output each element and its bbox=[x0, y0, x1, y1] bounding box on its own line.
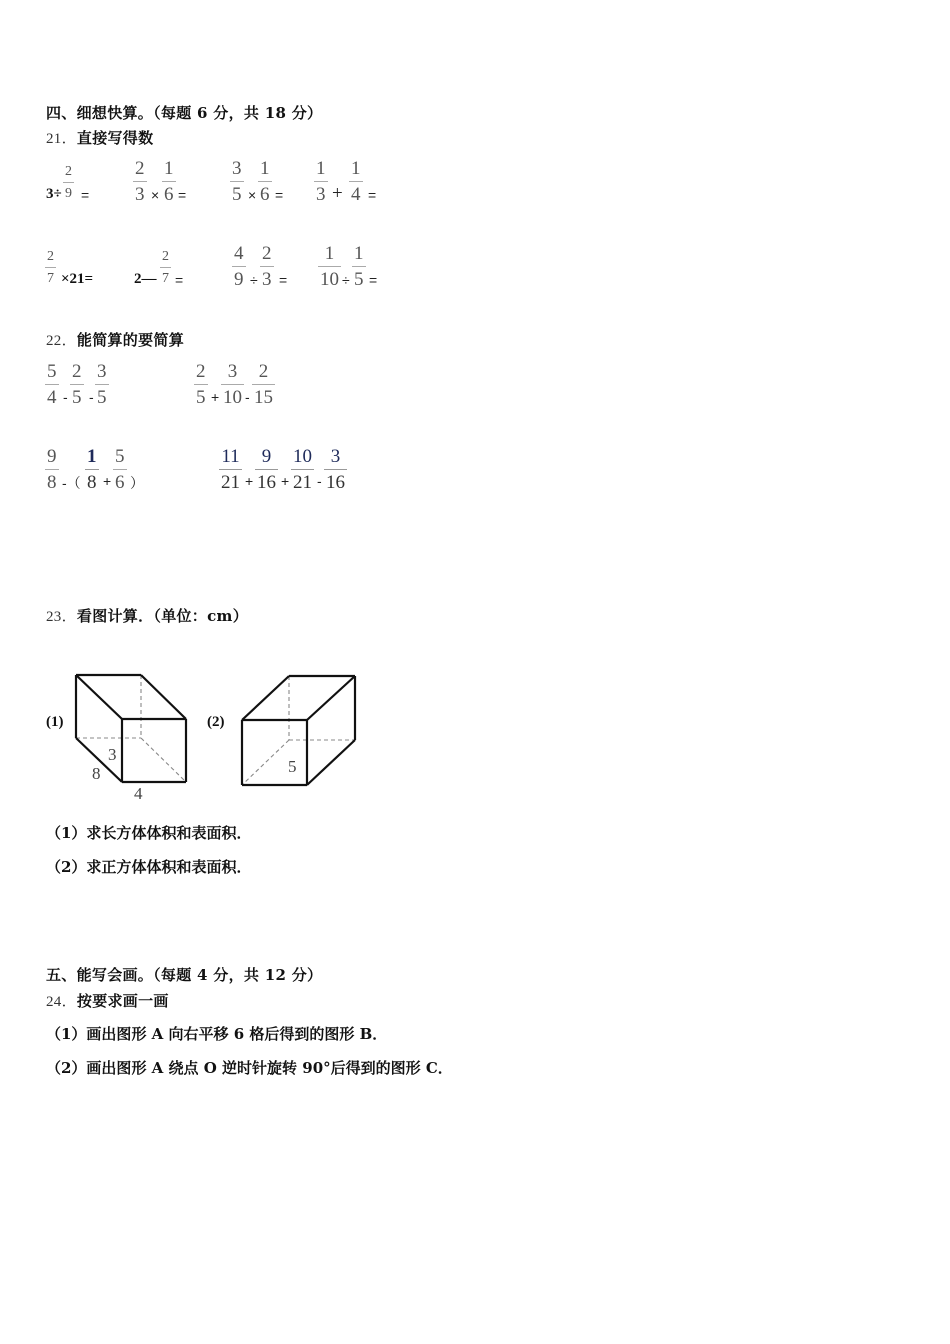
fraction: 11 21 bbox=[221, 446, 240, 493]
fraction: 2 7 bbox=[162, 249, 169, 286]
plus-sign: + bbox=[211, 389, 220, 405]
figure-1-label: (1) bbox=[46, 714, 64, 730]
times-sign: × bbox=[151, 187, 160, 203]
expr-lead: 3÷ bbox=[46, 186, 62, 202]
fraction: 4 9 bbox=[234, 243, 244, 290]
fraction: 5 4 bbox=[47, 361, 57, 408]
cuboid-figure bbox=[0, 0, 400, 820]
fraction: 1 4 bbox=[351, 158, 361, 205]
fraction: 1 8 bbox=[87, 446, 97, 493]
width-label: 4 bbox=[134, 784, 143, 803]
question-22-title: 22．能简算的要简算 bbox=[46, 331, 185, 349]
fraction: 2 3 bbox=[262, 243, 272, 290]
plus-sign: + bbox=[103, 473, 112, 489]
plus-sign: + bbox=[245, 473, 254, 489]
fraction: 3 16 bbox=[326, 446, 345, 493]
q24-sub-question-2: （2）画出图形 A 绕点 O 逆时针旋转 90°后得到的图形 C． bbox=[46, 1059, 453, 1077]
fraction: 3 10 bbox=[223, 361, 242, 408]
minus-sign: - bbox=[89, 389, 94, 405]
minus-sign: - bbox=[63, 389, 68, 405]
minus-sign: - bbox=[245, 389, 250, 405]
equals-sign: = bbox=[369, 272, 378, 288]
question-24-title: 24．按要求画一画 bbox=[46, 992, 169, 1010]
fraction: 5 6 bbox=[115, 446, 125, 493]
fraction: 10 21 bbox=[293, 446, 312, 493]
times-sign: × bbox=[248, 187, 257, 203]
question-text: 直接写得数 bbox=[76, 129, 154, 147]
question-number: 21． bbox=[46, 131, 77, 147]
equals-sign: = bbox=[279, 272, 288, 288]
section-4-title: 四、细想快算。（每题 6 分，共 18 分） bbox=[46, 104, 323, 122]
fraction: 2 9 bbox=[65, 164, 72, 201]
fraction: 3 5 bbox=[232, 158, 242, 205]
fraction: 1 3 bbox=[316, 158, 326, 205]
fraction: 9 8 bbox=[47, 446, 57, 493]
fraction: 2 5 bbox=[196, 361, 206, 408]
divide-sign: ÷ bbox=[342, 272, 350, 288]
expr-lead: 2— bbox=[134, 271, 157, 287]
equals-sign: = bbox=[81, 187, 90, 203]
close-paren: ） bbox=[130, 475, 144, 491]
q23-sub-question-2: （2）求正方体体积和表面积． bbox=[46, 858, 252, 876]
fraction: 1 6 bbox=[260, 158, 270, 205]
equals-sign: = bbox=[368, 187, 377, 203]
plus-sign: + bbox=[281, 473, 290, 489]
fraction: 2 15 bbox=[254, 361, 273, 408]
fraction: 9 16 bbox=[257, 446, 276, 493]
minus-sign: - bbox=[317, 473, 322, 489]
section-5-title: 五、能写会画。（每题 4 分，共 12 分） bbox=[46, 966, 323, 984]
height-label: 3 bbox=[108, 745, 117, 764]
plus-sign: + bbox=[332, 183, 343, 204]
fraction: 2 5 bbox=[72, 361, 82, 408]
fraction: 1 6 bbox=[164, 158, 174, 205]
figure-2-label: (2) bbox=[207, 714, 225, 730]
equals-sign: = bbox=[275, 187, 284, 203]
fraction: 2 3 bbox=[135, 158, 145, 205]
equals-sign: = bbox=[178, 187, 187, 203]
question-23-title: 23．看图计算．（单位：cm） bbox=[46, 607, 249, 625]
fraction: 1 10 bbox=[320, 243, 339, 290]
fraction: 2 7 bbox=[47, 249, 54, 286]
divide-sign: ÷ bbox=[250, 272, 258, 288]
equals-sign: = bbox=[175, 272, 184, 288]
edge-label: 5 bbox=[288, 757, 297, 776]
fraction: 3 5 bbox=[97, 361, 107, 408]
fraction: 1 5 bbox=[354, 243, 364, 290]
expr-tail: ×21= bbox=[61, 271, 94, 287]
depth-label: 8 bbox=[92, 764, 101, 783]
minus-open-paren: -（ bbox=[62, 475, 81, 491]
q23-sub-question-1: （1）求长方体体积和表面积． bbox=[46, 824, 252, 842]
q24-sub-question-1: （1）画出图形 A 向右平移 6 格后得到的图形 B． bbox=[46, 1025, 388, 1043]
